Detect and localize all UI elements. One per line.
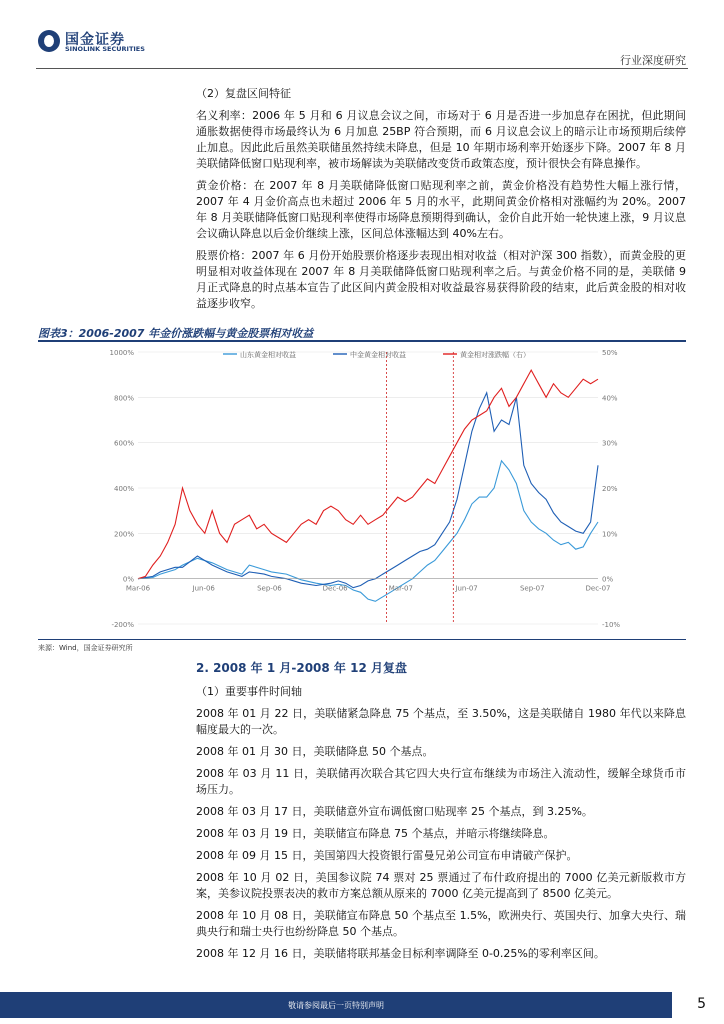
left-tick-label: 200% — [113, 530, 134, 539]
review-subtitle: （2）复盘区间特征 — [196, 87, 291, 100]
left-tick-label: 0% — [122, 575, 134, 584]
right-tick-label: 40% — [602, 394, 618, 403]
x-tick-label: Mar-07 — [388, 584, 413, 593]
series-line — [138, 370, 598, 579]
x-tick-label: Jun-07 — [455, 584, 478, 593]
logo-icon — [38, 30, 60, 52]
figure-source: 来源：Wind，国金证券研究所 — [38, 644, 133, 652]
paragraph-gold-price: 黄金价格：在 2007 年 8 月美联储降低窗口贴现利率之前，黄金价格没有趋势性大幅上涨行情，2007 年 4 月金价高点也未超过 2006 年 5 月的水平，此期间黄金价格相对涨幅约为 20%。2007 年 8 月美联储降低窗口贴现利率使得市场降息预期得到确认，金价自此开始一轮快速上涨，9 月议息会议确认降息以后金价继续上涨，区间总体涨幅达到 40%左右。 — [196, 179, 686, 240]
x-tick-label: Sep-07 — [519, 584, 545, 593]
x-tick-label: Mar-06 — [125, 584, 151, 593]
footer-disclaimer: 敬请参阅最后一页特别声明 — [288, 1001, 384, 1010]
right-tick-label: 10% — [602, 530, 618, 539]
right-tick-label: 50% — [602, 349, 618, 357]
chart-series — [138, 370, 598, 601]
event-item: 2008 年 03 月 17 日，美联储意外宣布调低窗口贴现率 25 个基点，到 3.25%。 — [196, 805, 593, 818]
event-item: 2008 年 10 月 08 日，美联储宣布降息 50 个基点至 1.5%，欧洲央行、英国央行、加拿大央行、瑞典央行和瑞士央行也纷纷降息 50 个基点。 — [196, 909, 686, 938]
left-tick-label: -200% — [111, 621, 134, 629]
event-item: 2008 年 09 月 15 日，美国第四大投资银行雷曼兄弟公司宣布申请破产保护。 — [196, 849, 578, 862]
right-tick-label: -10% — [602, 621, 621, 629]
x-tick-label: Sep-06 — [257, 584, 282, 593]
event-item: 2008 年 01 月 30 日，美联储降息 50 个基点。 — [196, 745, 434, 758]
figure-title: 图表3：2006-2007 年金价涨跌幅与黄金股票相对收益 — [38, 327, 314, 340]
chart-axes — [110, 349, 621, 629]
page-number: 5 — [697, 996, 706, 1012]
left-tick-label: 1000% — [109, 349, 134, 357]
right-tick-label: 0% — [602, 575, 614, 584]
legend-label: 中金黄金相对收益 — [350, 351, 406, 359]
event-item: 2008 年 03 月 19 日，美联储宣布降息 75 个基点，并暗示将继续降息。 — [196, 827, 555, 840]
left-tick-label: 400% — [113, 485, 134, 493]
event-timeline — [196, 706, 686, 962]
report-category: 行业深度研究 — [620, 54, 686, 67]
logo-chinese: 国金证券 — [65, 32, 125, 48]
series-line — [138, 461, 598, 602]
x-tick-label: Dec-07 — [585, 584, 611, 593]
paragraph-stock-price: 股票价格：2007 年 6 月份开始股票价格逐步表现出相对收益（相对沪深 300 指数），而黄金股的更明显相对收益体现在 2007 年 8 月美联储降低窗口贴现利率之后。与黄金价格不同的是，美联储 9 月正式降息的时点基本宣告了此区间内黄金股相对收益最容易获得阶段的结束，此后黄金股的相对收益逐步收窄。 — [196, 249, 686, 310]
event-item: 2008 年 01 月 22 日，美联储紧急降息 75 个基点，至 3.50%，这是美联储自 1980 年代以来降息幅度最大的一次。 — [196, 707, 686, 736]
header-divider — [36, 68, 688, 69]
event-item: 2008 年 03 月 11 日，美联储再次联合其它四大央行宣布继续为市场注入流动性，缓解全球货币市场压力。 — [196, 767, 686, 796]
review-section — [196, 86, 686, 312]
series-line — [138, 393, 598, 588]
left-tick-label: 600% — [113, 439, 134, 448]
section-2008 — [196, 660, 686, 968]
figure-bottom-rule — [38, 639, 686, 640]
section-2008-heading: 2. 2008 年 1 月-2008 年 12 月复盘 — [196, 661, 407, 675]
legend-label: 黄金相对涨跌幅（右） — [460, 351, 530, 359]
x-tick-label: Dec-06 — [322, 584, 348, 593]
company-logo — [38, 28, 178, 54]
event-item: 2008 年 10 月 02 日，美国参议院 74 票对 25 票通过了布什政府提出的 7000 亿美元新版救市方案，美参议院投票表决的救市方案总额从原来的 7000 亿美元提高到了 8500 亿美元。 — [196, 871, 686, 900]
right-tick-label: 20% — [602, 485, 618, 493]
timeline-subtitle: （1）重要事件时间轴 — [196, 685, 302, 698]
logo-english: SINOLINK SECURITIES — [65, 45, 145, 53]
chart-legend — [223, 350, 530, 359]
gold-relative-return-chart — [38, 342, 686, 637]
x-tick-label: Jun-06 — [192, 584, 215, 593]
event-item: 2008 年 12 月 16 日，美联储将联邦基金目标利率调降至 0-0.25%的零利率区间。 — [196, 947, 605, 960]
paragraph-nominal-rate: 名义利率：2006 年 5 月和 6 月议息会议之间，市场对于 6 月是否进一步加息存在困扰，但此期间通胀数据使得市场最终认为 6 月加息 25BP 符合预期，而 6 月议息会议上的暗示让市场预期后续停止加息。因此此后虽然美联储虽然持续未降息，但是 10 年期市场利率开始逐步下降。2007 年 8 月美联储降低窗口贴现利率，被市场解读为美联储改变货币政策态度，预计很快会有降息操作。 — [196, 109, 686, 170]
legend-label: 山东黄金相对收益 — [240, 351, 296, 359]
right-tick-label: 30% — [602, 439, 618, 448]
chart-gridlines — [138, 352, 598, 624]
left-tick-label: 800% — [113, 394, 134, 403]
